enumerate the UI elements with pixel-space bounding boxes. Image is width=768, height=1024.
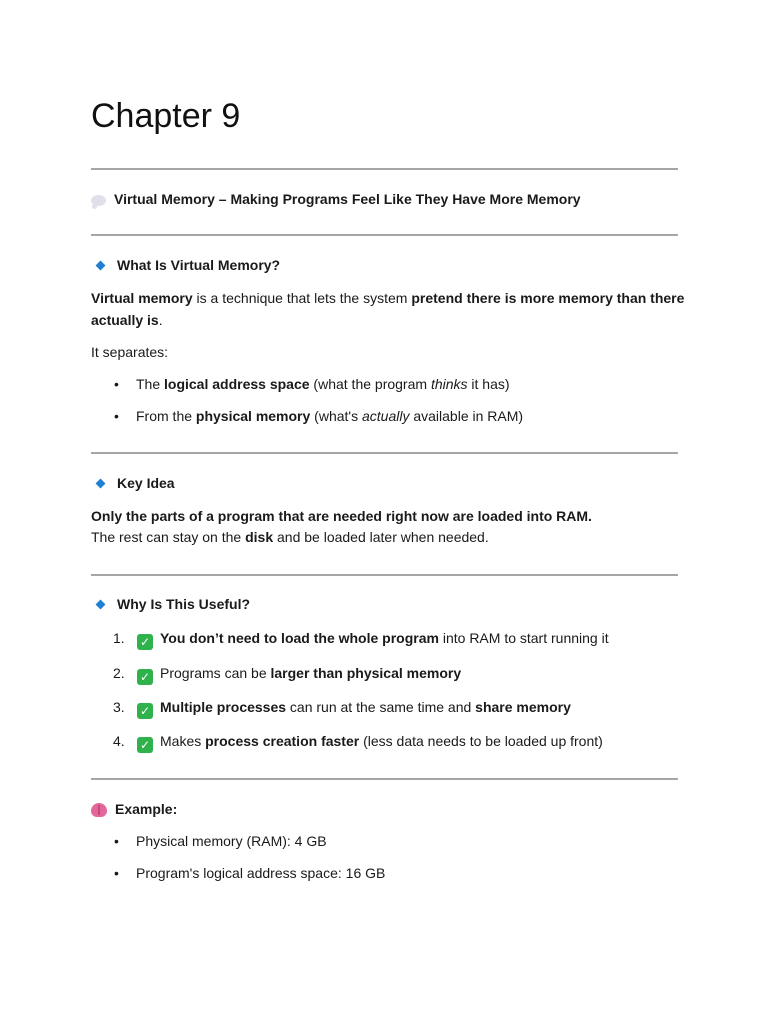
divider xyxy=(91,778,678,780)
section-heading-key-idea: Key Idea xyxy=(91,473,175,493)
bullet-glyph: • xyxy=(114,408,119,424)
divider xyxy=(91,168,678,170)
check-icon: ✓ xyxy=(137,669,153,685)
numbered-item: ✓ Multiple processes can run at the same time and share memory xyxy=(137,697,571,719)
numbered-item: ✓ Makes process creation faster (less data needs to be loaded up front) xyxy=(137,731,603,753)
list-number: 4. xyxy=(113,733,125,749)
section-heading-example: Example: xyxy=(91,799,177,819)
divider xyxy=(91,452,678,454)
diamond-icon xyxy=(96,261,106,271)
check-icon: ✓ xyxy=(137,737,153,753)
list-item: From the physical memory (what's actually available in RAM) xyxy=(136,408,524,424)
list-number: 3. xyxy=(113,699,125,715)
paragraph: It separates: xyxy=(91,344,169,360)
check-icon: ✓ xyxy=(137,634,153,650)
paragraph: The rest can stay on the disk and be loaded later when needed. xyxy=(91,529,489,545)
diamond-icon xyxy=(96,600,106,610)
section-heading-why-useful: Why Is This Useful? xyxy=(91,594,250,614)
check-icon: ✓ xyxy=(137,703,153,719)
brain-icon xyxy=(91,803,107,817)
numbered-item: ✓ Programs can be larger than physical memory xyxy=(137,663,461,685)
list-item: Program's logical address space: 16 GB xyxy=(136,865,386,881)
list-number: 1. xyxy=(113,630,125,646)
subtitle-text: Virtual Memory – Making Programs Feel Like They Have More Memory xyxy=(114,191,581,207)
paragraph: Only the parts of a program that are needed right now are loaded into RAM. xyxy=(91,508,592,524)
paragraph-continued: actually is. xyxy=(91,312,163,328)
bullet-glyph: • xyxy=(114,376,119,392)
section-heading-what-is: What Is Virtual Memory? xyxy=(91,255,280,275)
divider xyxy=(91,234,678,236)
chapter-title: Chapter 9 xyxy=(91,97,241,135)
numbered-item: ✓ You don’t need to load the whole program into RAM to start running it xyxy=(137,628,609,650)
list-item: Physical memory (RAM): 4 GB xyxy=(136,833,327,849)
list-number: 2. xyxy=(113,665,125,681)
subtitle xyxy=(91,189,581,209)
paragraph: Virtual memory is a technique that lets the system pretend there is more memory than there xyxy=(91,290,685,306)
bullet-glyph: • xyxy=(114,865,119,881)
list-item: The logical address space (what the program thinks it has) xyxy=(136,376,510,392)
divider xyxy=(91,574,678,576)
speech-bubble-icon xyxy=(91,195,106,206)
bullet-glyph: • xyxy=(114,833,119,849)
diamond-icon xyxy=(96,479,106,489)
